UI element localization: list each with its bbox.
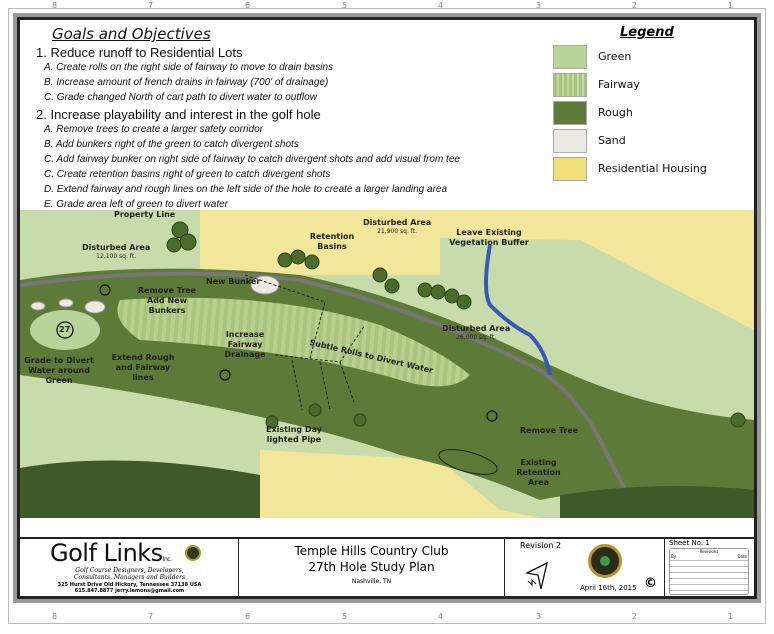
label-remove-tree: Remove Tree — [520, 426, 579, 435]
company-tagline — [20, 567, 239, 581]
ruler-number: 2 — [632, 612, 638, 621]
goal-heading: 2. Increase playability and interest in the golf hole — [36, 107, 321, 122]
label-retention-basins: Retention Basins — [309, 232, 355, 251]
title-block — [20, 537, 754, 596]
disturbed-area-size: 12,100 sq. ft. — [96, 253, 137, 260]
label-increase-drainage: Increase Fairway Drainage — [224, 330, 266, 359]
goal-item: C. Create retention basins right of green to catch divergent shots — [44, 169, 331, 180]
disturbed-area-text: Disturbed Area — [82, 243, 151, 252]
ruler-number: 6 — [245, 1, 251, 10]
ruler-number: 2 — [632, 1, 638, 10]
ruler-number: 4 — [438, 1, 444, 10]
legend-swatch-residential — [553, 157, 587, 181]
goal-item: C. Add fairway bunker on right side of fairway to catch divergent shots and add visual from tee — [44, 154, 460, 165]
ruler-number: 6 — [245, 612, 251, 621]
north-arrow-icon — [525, 561, 549, 591]
company-logo — [50, 539, 171, 567]
club-name: Temple Hills Country Club — [294, 544, 449, 558]
label-vegetation-buffer: Leave Existing Vegetation Buffer — [449, 228, 529, 247]
ruler-number: 3 — [536, 1, 542, 10]
revisions-columns — [670, 554, 748, 559]
revisions-table — [669, 548, 749, 595]
green-bunker — [31, 302, 45, 310]
ruler-number: 8 — [52, 612, 58, 621]
date-column: Date — [737, 554, 747, 559]
label-property-line: Property Line — [114, 210, 176, 219]
ruler-number: 7 — [148, 612, 154, 621]
label-extend-rough: Extend Rough and Fairway lines — [111, 353, 175, 382]
revisions-header: Revisions — [670, 549, 748, 554]
legend-label: Sand — [598, 134, 626, 147]
label-remove-tree-bunkers: Remove Tree Add New Bunkers — [137, 286, 197, 315]
ruler-number: 8 — [52, 1, 58, 10]
contact: 615.847.8877 jerry.lemons@gmail.com — [74, 588, 185, 594]
ruler-number: 4 — [438, 612, 444, 621]
label-subtle-rolls: Subtle Rolls to Divert Water — [308, 337, 434, 376]
company-seal-icon — [185, 545, 201, 561]
company-suffix: Inc. — [162, 556, 172, 563]
label-existing-retention: Existing Retention Area — [516, 458, 561, 487]
ruler-number: 3 — [536, 612, 542, 621]
goal-item: B. Increase amount of french drains in fairway (700' of drainage) — [44, 77, 329, 88]
revision: Revision 2 — [520, 541, 562, 550]
goal-item: E. Grade area left of green to divert water — [44, 199, 228, 210]
company-name: Golf Links — [50, 539, 163, 567]
ruler-number: 7 — [148, 1, 154, 10]
legend-swatch-rough — [553, 101, 587, 125]
label-disturbed-area — [442, 324, 510, 342]
goals-title: Goals and Objectives — [52, 25, 211, 43]
site-plan-map — [20, 210, 754, 518]
plan-title: 27th Hole Study Plan — [308, 560, 435, 574]
by-column: By — [671, 554, 677, 559]
plan-date: April 16th, 2015 — [580, 584, 637, 592]
goal-item: D. Extend fairway and rough lines on the left side of the hole to create a larger landing area — [44, 184, 448, 195]
label-new-bunker: New Bunker — [206, 277, 261, 286]
club-seal-icon — [588, 544, 622, 578]
legend-label: Green — [598, 50, 632, 63]
label-grade-divert: Grade to Divert Water around Green — [24, 356, 94, 385]
label-existing-pipe: Existing Day lighted Pipe — [266, 425, 322, 444]
legend-label: Residential Housing — [598, 162, 707, 175]
label-disturbed-area — [363, 218, 431, 236]
legend-swatch-green — [553, 45, 587, 69]
copyright-icon: © — [644, 576, 657, 591]
ruler-number: 5 — [342, 612, 348, 621]
project-cell — [239, 539, 505, 596]
disturbed-area-text: Disturbed Area — [442, 324, 511, 333]
sheet-number: Sheet No. 1 — [669, 539, 710, 547]
ruler-number: 1 — [728, 1, 734, 10]
ruler-number: 5 — [342, 1, 348, 10]
disturbed-area-size: 21,900 sq. ft. — [377, 228, 418, 235]
revision-cell — [505, 539, 665, 596]
goal-item: B. Add bunkers right of the green to catch divergent shots — [44, 139, 299, 150]
goal-item: A. Create rolls on the right side of fairway to move to drain basins — [44, 62, 334, 73]
address: 325 Hurst Drive Old Hickory, Tennessee 37138 USA — [57, 582, 202, 588]
sheet-cell — [665, 539, 754, 596]
legend-swatch-sand — [553, 129, 587, 153]
ruler-number: 1 — [728, 612, 734, 621]
tagline-line: Consultants, Managers and Builders — [73, 574, 186, 581]
disturbed-area-text: Disturbed Area — [363, 218, 432, 227]
legend-label: Rough — [598, 106, 633, 119]
green-bunker — [85, 301, 105, 313]
goal-item: A. Remove trees to create a larger safety corridor — [44, 124, 263, 135]
goals-list — [36, 45, 460, 212]
company-contact — [20, 582, 239, 594]
location: Nashville, TN — [351, 578, 392, 585]
legend-title: Legend — [620, 25, 674, 40]
legend-label: Fairway — [598, 78, 640, 91]
green-bunker — [59, 299, 73, 307]
label-disturbed-area — [82, 243, 150, 261]
tagline-line: Golf Course Designers, Developers, — [75, 567, 184, 574]
goal-heading: 1. Reduce runoff to Residential Lots — [36, 45, 243, 60]
goal-item: C. Grade changed North of cart path to divert water to outflow — [44, 92, 317, 103]
company-cell — [20, 539, 239, 596]
disturbed-area-size: 26,000 sq. ft. — [456, 334, 497, 341]
legend-swatch-fairway — [553, 73, 587, 97]
hole-number: 27 — [59, 325, 71, 334]
